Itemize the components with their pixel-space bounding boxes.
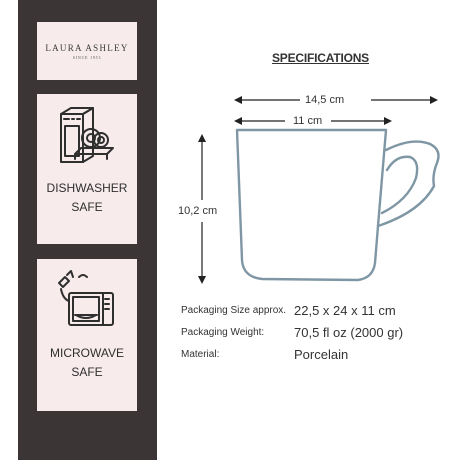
mug-handle-inner — [382, 157, 417, 213]
arrowhead — [234, 96, 242, 104]
specifications-title: SPECIFICATIONS — [272, 51, 369, 65]
spec-label: Material: — [181, 349, 220, 360]
width-total-label: 14,5 cm — [302, 94, 347, 106]
mug-outline — [237, 130, 438, 280]
arrowhead — [198, 134, 206, 142]
spec-value: 70,5 fl oz (2000 gr) — [294, 325, 404, 340]
brand-logo: LAURA ASHLEY — [45, 42, 129, 53]
brand-since: SINCE 1953 — [72, 54, 102, 60]
microwave-label-line1: MICROWAVE — [50, 346, 124, 360]
mug-handle-outer — [378, 142, 438, 226]
arrowhead — [384, 117, 392, 125]
spec-value: 22,5 x 24 x 11 cm — [294, 303, 396, 318]
width-body-label: 11 cm — [290, 115, 325, 127]
spec-label: Packaging Weight: — [181, 327, 265, 338]
arrowhead — [234, 117, 242, 125]
dishwasher-label-line2: SAFE — [71, 200, 103, 214]
mug-body — [237, 130, 386, 280]
spec-value: Porcelain — [294, 347, 349, 362]
height-label: 10,2 cm — [175, 205, 220, 217]
microwave-label-line2: SAFE — [71, 365, 103, 379]
arrowhead — [198, 276, 206, 284]
dishwasher-label-line1: DISHWASHER — [46, 181, 128, 195]
spec-label: Packaging Size approx. — [181, 305, 287, 316]
arrowhead — [430, 96, 438, 104]
